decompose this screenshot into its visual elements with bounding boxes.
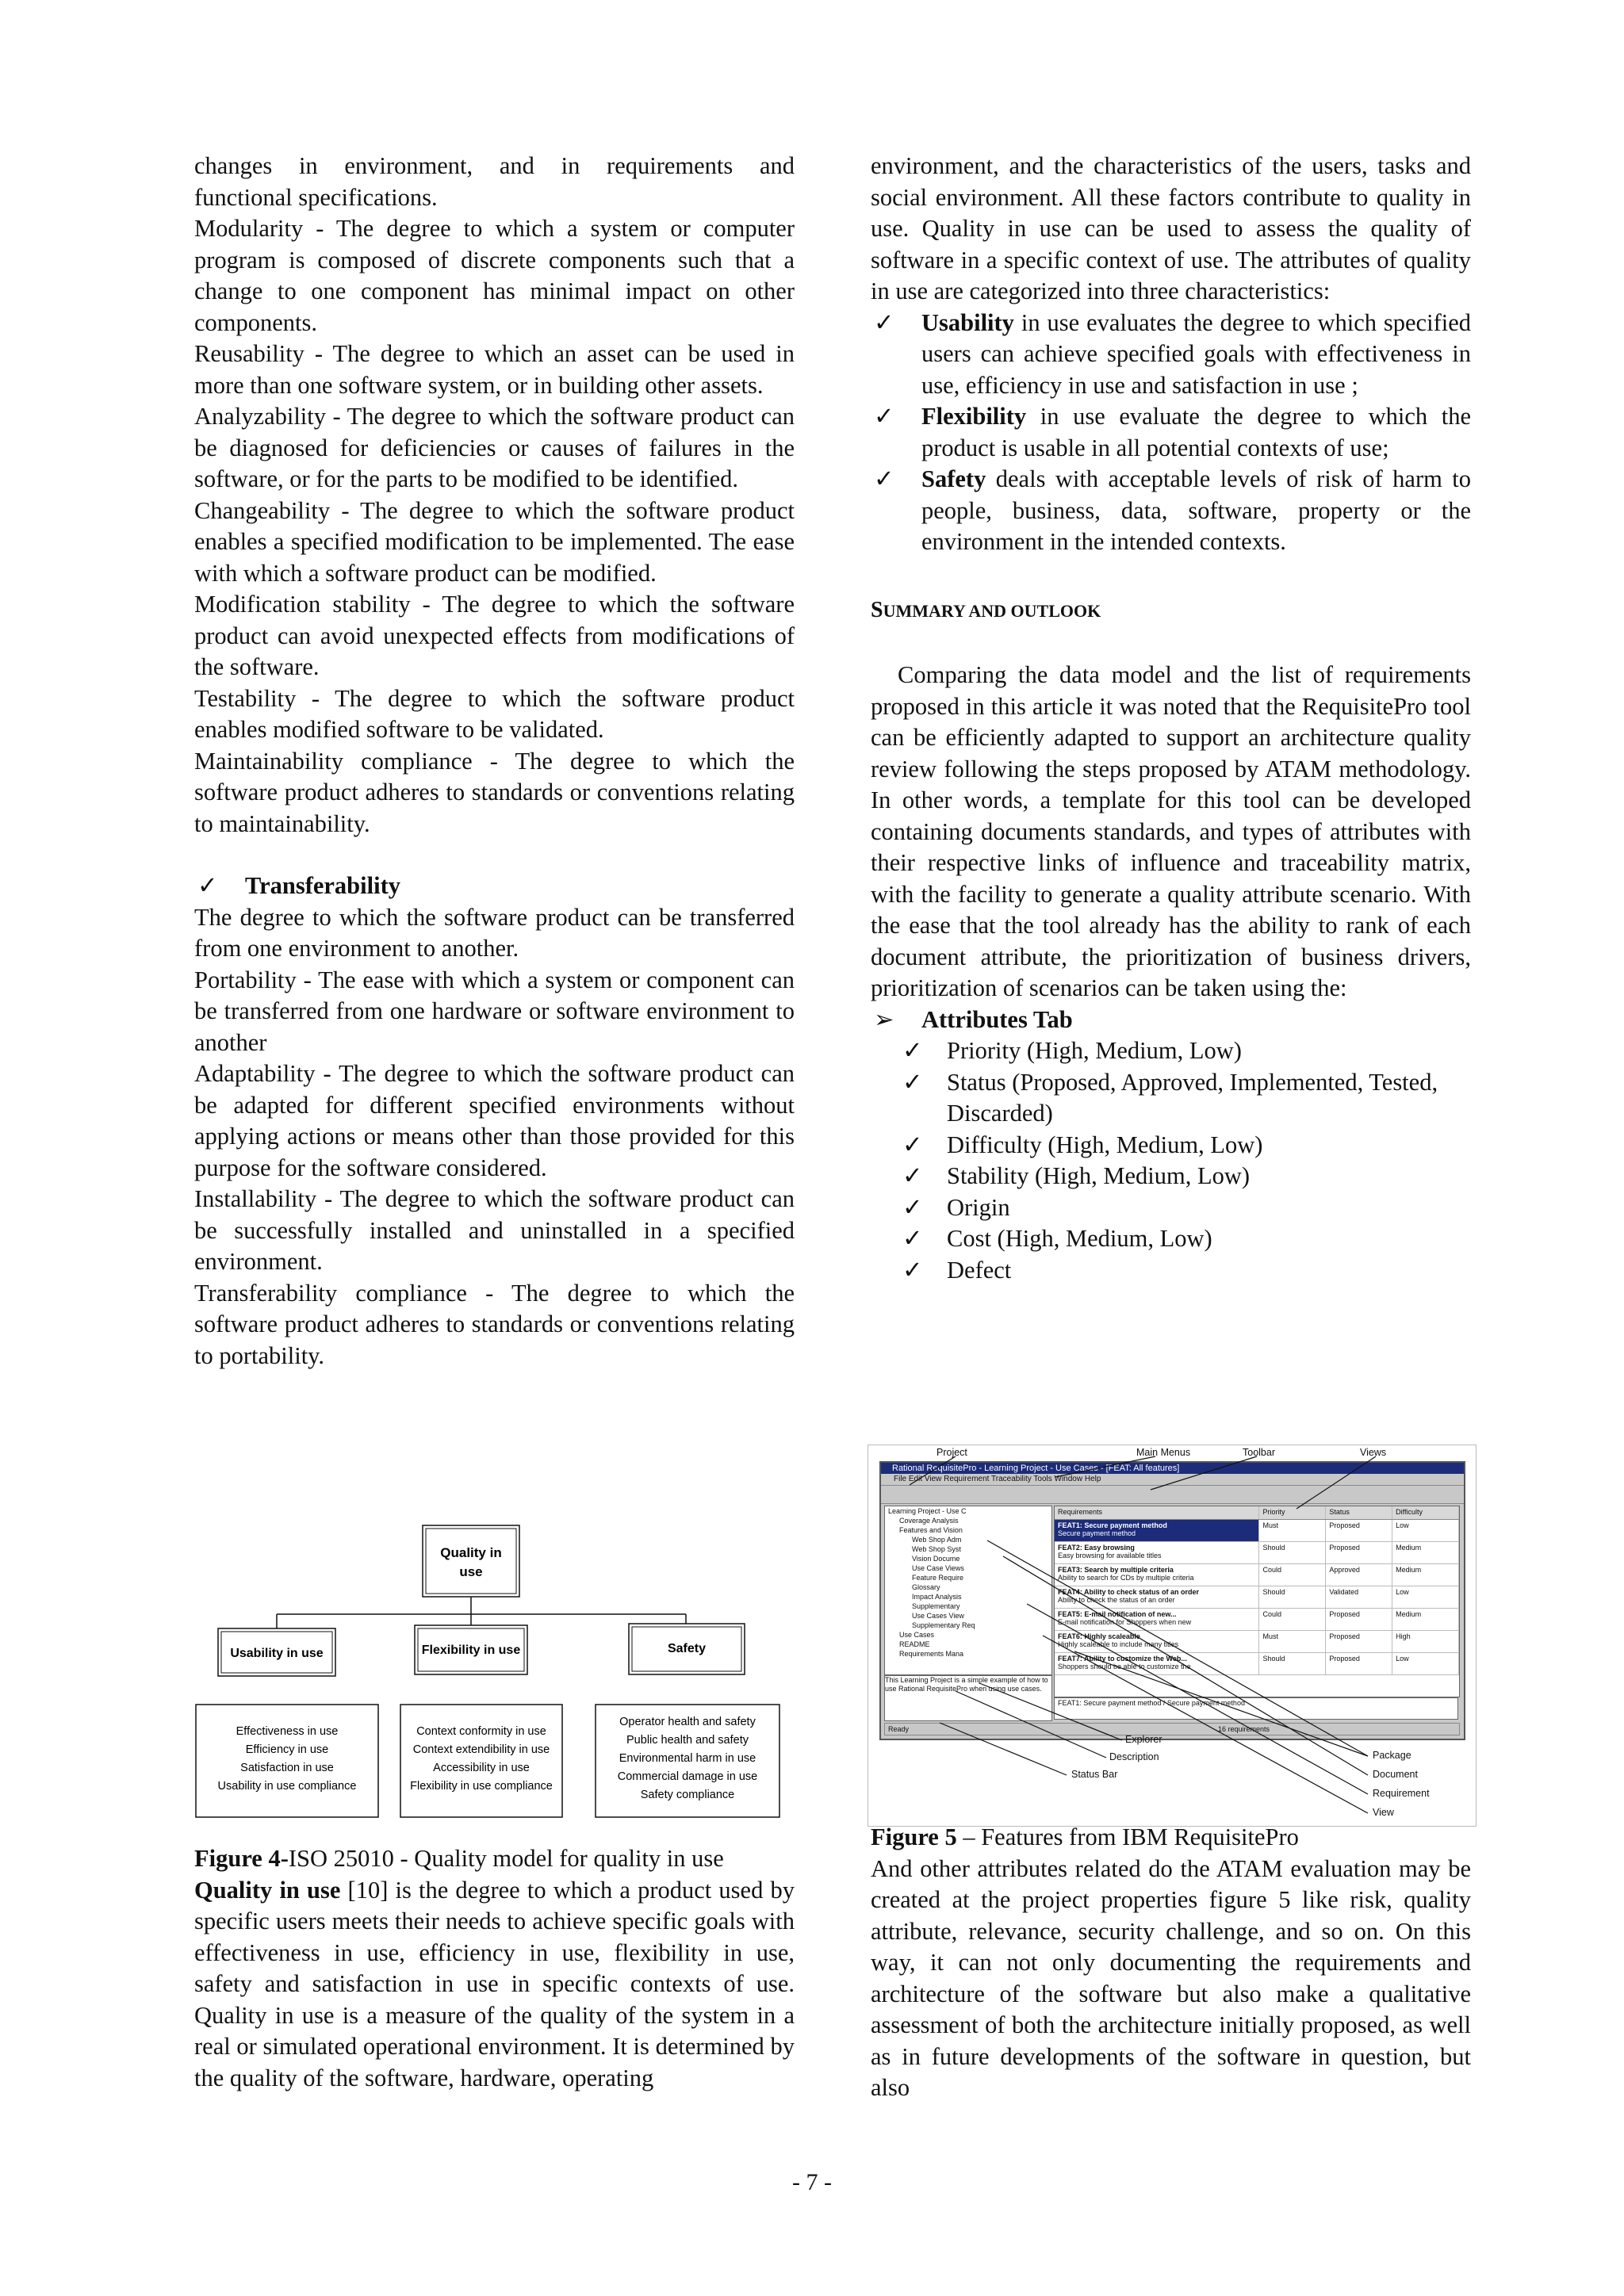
grid-cell-requirement: FEAT6: Highly scaleable Highly scaleable to include many titles xyxy=(1055,1631,1259,1652)
attribute-item: ✓ Priority (High, Medium, Low) xyxy=(871,1035,1471,1067)
check-icon: ✓ xyxy=(902,1131,923,1158)
para-intro: environment, and the characteristics of the users, tasks and social environment. All these factors contribute to quality in use. Quality in use can be used to assess the quality of software in a specific context of use. The attributes of quality in use are categorized into three characteristics: xyxy=(871,152,1471,304)
attribute-item: ✓ Origin xyxy=(871,1192,1471,1224)
check-icon: ✓ xyxy=(197,872,218,899)
para-continuation: changes in environment, and in requirements and xyxy=(194,152,795,179)
grid-cell-difficulty: Low xyxy=(1392,1520,1459,1541)
bullet-usability: ✓ Usability in use evaluates the degree to which specified users can achieve specified goals with effectiveness in use, efficiency in use and satisfaction in use ; xyxy=(874,308,1471,399)
grid-cell-priority: Should xyxy=(1259,1586,1326,1608)
left-column-bottom xyxy=(194,1843,795,2094)
grid-cell-difficulty: Low xyxy=(1392,1653,1459,1674)
grid-cell-status: Validated xyxy=(1326,1586,1392,1608)
para-modularity: Modularity - The degree to which a system or computer program is composed of discrete components such that a change to one component has minimal impact on other components. xyxy=(194,215,795,336)
fig4-item: Effectiveness in use xyxy=(236,1725,339,1738)
check-icon: ✓ xyxy=(874,403,894,430)
tree-item[interactable]: Vision Docume xyxy=(912,1555,960,1563)
check-icon: ✓ xyxy=(902,1162,923,1189)
tree-item[interactable]: Use Case Views xyxy=(912,1564,964,1572)
attributes-list xyxy=(871,1035,1471,1286)
right-column xyxy=(871,151,1471,1286)
tree-item[interactable]: Glossary xyxy=(912,1583,940,1591)
grid-cell-requirement: FEAT2: Easy browsing Easy browsing for available titles xyxy=(1055,1542,1259,1563)
fig4-item: Environmental harm in use xyxy=(619,1752,756,1765)
grid-cell-priority: Must xyxy=(1259,1631,1326,1652)
check-icon: ✓ xyxy=(902,1068,923,1096)
para-closing: And other attributes related do the ATAM evaluation may be created at the project properties figure 5 like risk, quality attribute, relevance, security challenge, and so on. On this way, it can not only documenting the requirements and architecture of the software but also make a qualitative assessment of both the architecture initially proposed, as well as in future developments of the software in question, but also xyxy=(871,1854,1471,2101)
explorer-description: This Learning Project is a simple example of how to use Rational RequisitePro when using use cases. xyxy=(884,1675,1052,1721)
check-icon: ✓ xyxy=(874,308,894,336)
para-modification-stability: Modification stability - The degree to which the software product can avoid unexpected effects from modifications of the software. xyxy=(194,591,795,680)
fig4-item: Commercial damage in use xyxy=(617,1770,758,1783)
tree-item[interactable]: Web Shop Adm xyxy=(912,1536,962,1544)
para-transferability-compliance: Transferability compliance - The degree to which the software product adheres to standards or conventions relating to portability. xyxy=(194,1279,795,1369)
requirement-description: FEAT1: Secure payment method / Secure payment method xyxy=(1054,1697,1458,1720)
para-installability: Installability - The degree to which the software product can be successfully installed and uninstalled in a specified environment. xyxy=(194,1185,795,1275)
check-icon: ✓ xyxy=(902,1037,923,1064)
tree-item[interactable]: Impact Analysis xyxy=(912,1593,962,1601)
grid-cell-priority: Could xyxy=(1259,1609,1326,1630)
check-icon: ✓ xyxy=(902,1225,923,1252)
para-portability: Portability - The ease with which a system or component can be transferred from one hardware or software environment to another xyxy=(194,966,795,1056)
para-quality-in-use: Quality in use [10] is the degree to which a product used by specific users meets their needs to achieve specific goals with effectiveness in use, efficiency in use, flexibility in use, safety and satisfaction in use in specific contexts of use. Quality in use is a measure of the quality of the system in a real or simulated operational environment. It is determined by the quality of the software, hardware, operating xyxy=(194,1876,795,2091)
window-menubar: File Edit View Requirement Traceability Tools Window Help xyxy=(894,1475,1101,1483)
grid-cell-status: Proposed xyxy=(1326,1609,1392,1630)
tree-item[interactable]: Requirements Mana xyxy=(899,1650,964,1658)
grid-cell-requirement: FEAT7: Ability to customize the Web... Shoppers should be able to customize the xyxy=(1055,1653,1259,1674)
section-heading: SUMMARY AND OUTLOOK xyxy=(871,597,1101,622)
arrow-bullet-icon: ➢ xyxy=(874,1005,894,1033)
fig4-root-line2: use xyxy=(459,1564,483,1579)
attribute-item: ✓ Defect xyxy=(871,1255,1471,1287)
window-title: Rational RequisitePro - Learning Project - Use Cases - [FEAT: All features] xyxy=(881,1463,1464,1474)
grid-cell-status: Proposed xyxy=(1326,1542,1392,1563)
tree-item[interactable]: README xyxy=(899,1640,930,1648)
attribute-item: ✓ Cost (High, Medium, Low) xyxy=(871,1223,1471,1255)
fig4-item: Accessibility in use xyxy=(433,1762,530,1774)
bullet-flexibility: ✓ Flexibility in use evaluate the degree to which the product is usable in all potential contexts of use; xyxy=(874,403,1471,461)
fig5-label-status-bar: Status Bar xyxy=(1071,1769,1118,1780)
figure4-diagram xyxy=(194,1522,781,1823)
fig4-branch-flexibility: Flexibility in use xyxy=(421,1644,521,1657)
para-adaptability: Adaptability - The degree to which the software product can be adapted for different specified environments without applying actions or means other than those provided for this purpose for the software considered. xyxy=(194,1060,795,1181)
grid-cell-difficulty: Medium xyxy=(1392,1609,1459,1630)
tree-item[interactable]: Feature Require xyxy=(912,1574,964,1582)
transferability-heading: ✓ Transferability xyxy=(194,871,795,902)
grid-cell-requirement: FEAT5: E-mail notification of new... E-mail notification for Shoppers when new xyxy=(1055,1609,1259,1630)
grid-cell-status: Proposed xyxy=(1326,1653,1392,1674)
grid-cell-status: Approved xyxy=(1326,1564,1392,1586)
fig5-label-description: Description xyxy=(1109,1751,1159,1762)
fig4-item: Flexibility in use compliance xyxy=(410,1780,553,1793)
attributes-tab-heading: ➢ Attributes Tab xyxy=(871,1004,1471,1036)
para-analyzability: Analyzability - The degree to which the software product can be diagnosed for deficiencies or causes of failures in the software, or for the parts to be modified to be identified. xyxy=(194,403,795,492)
fig5-label-main-menus: Main Menus xyxy=(1136,1447,1191,1458)
para-continuation-end: functional specifications. xyxy=(194,183,438,211)
status-bar: Ready 16 requirements xyxy=(884,1723,1460,1735)
fig4-item: Public health and safety xyxy=(626,1734,749,1747)
para-maintainability-compliance: Maintainability compliance - The degree to which the software product adheres to standards or conventions relating to maintainability. xyxy=(194,747,795,837)
grid-cell-requirement: FEAT3: Search by multiple criteria Ability to search for CDs by multiple criteria xyxy=(1055,1564,1259,1586)
check-icon: ✓ xyxy=(874,465,894,492)
tree-item[interactable]: Coverage Analysis xyxy=(899,1517,959,1525)
grid-cell-status: Proposed xyxy=(1326,1631,1392,1652)
fig4-item: Safety compliance xyxy=(640,1789,735,1801)
grid-cell-requirement: FEAT1: Secure payment method Secure payment method xyxy=(1055,1520,1259,1541)
attribute-item: ✓ Status (Proposed, Approved, Implemented, Tested, Discarded) xyxy=(902,1068,1438,1127)
grid-cell-priority: Must xyxy=(1259,1520,1326,1541)
figure4-caption: Figure 4-ISO 25010 - Quality model for quality in use xyxy=(194,1845,724,1872)
tree-item[interactable]: Use Cases xyxy=(899,1631,935,1639)
fig5-label-project: Project xyxy=(936,1447,967,1458)
grid-cell-priority: Should xyxy=(1259,1653,1326,1674)
fig5-label-view: View xyxy=(1373,1807,1394,1818)
page-number: - 7 - xyxy=(792,2169,832,2195)
fig4-item: Context conformity in use xyxy=(416,1725,546,1738)
attribute-item: ✓ Stability (High, Medium, Low) xyxy=(871,1161,1471,1192)
para-testability: Testability - The degree to which the software product enables modified software to be validated. xyxy=(194,684,795,743)
fig4-root-line1: Quality in xyxy=(440,1545,502,1560)
fig5-label-views: Views xyxy=(1360,1447,1387,1458)
grid-cell-priority: Could xyxy=(1259,1564,1326,1586)
para-transferability: The degree to which the software product can be transferred from one environment to another. xyxy=(194,903,795,962)
tree-item[interactable]: Supplementary Req xyxy=(912,1621,975,1629)
grid-cell-difficulty: Medium xyxy=(1392,1542,1459,1563)
fig5-label-document: Document xyxy=(1373,1769,1418,1780)
fig4-branch-safety: Safety xyxy=(667,1642,707,1655)
grid-cell-difficulty: Low xyxy=(1392,1586,1459,1608)
para-reusability: Reusability - The degree to which an asset can be used in more than one software system, or in building other assets. xyxy=(194,340,795,399)
fig4-branch-usability: Usability in use xyxy=(230,1647,324,1660)
grid-header: Requirements Priority Status Difficulty xyxy=(1055,1506,1459,1520)
fig4-item: Satisfaction in use xyxy=(240,1762,334,1774)
tree-item[interactable]: Web Shop Syst xyxy=(912,1545,961,1553)
fig5-label-requirement: Requirement xyxy=(1373,1788,1430,1799)
grid-cell-priority: Should xyxy=(1259,1542,1326,1563)
para-summary: Comparing the data model and the list of requirements proposed in this article it was noted that the RequisitePro tool can be efficiently adapted to support an architecture quality review following the steps proposed by ATAM methodology. In other words, a template for this tool can be developed containing documents standards, and types of attributes with their respective links of influence and traceability matrix, with the facility to generate a quality attribute scenario. With the ease that the tool already has the ability to rank of each document attribute, the prioritization of business drivers, prioritization of scenarios can be taken using the: xyxy=(871,661,1471,1001)
fig5-label-toolbar: Toolbar xyxy=(1243,1447,1275,1458)
check-icon: ✓ xyxy=(902,1193,923,1221)
figure5-screenshot xyxy=(868,1445,1477,1827)
figure5-caption: Figure 5 – Features from IBM RequisitePro xyxy=(871,1823,1299,1850)
grid-cell-difficulty: High xyxy=(1392,1631,1459,1652)
fig5-label-package: Package xyxy=(1373,1750,1411,1761)
left-column xyxy=(194,151,795,1372)
bullet-safety: ✓ Safety deals with acceptable levels of risk of harm to people, business, data, software, property or the environment in the intended contexts. xyxy=(874,465,1471,555)
tree-item[interactable]: Learning Project - Use C xyxy=(888,1507,967,1515)
right-column-bottom xyxy=(871,1822,1471,2104)
grid-cell-requirement: FEAT4: Ability to check status of an order Ability to check the status of an order xyxy=(1055,1586,1259,1608)
check-icon: ✓ xyxy=(902,1256,923,1284)
fig4-item: Usability in use compliance xyxy=(217,1780,357,1793)
para-changeability: Changeability - The degree to which the software product enables a specified modification to be implemented. The ease with which a software product can be modified. xyxy=(194,496,795,587)
tree-item[interactable]: Features and Vision xyxy=(899,1526,963,1534)
attribute-item: ✓ Difficulty (High, Medium, Low) xyxy=(871,1130,1471,1161)
grid-cell-status: Proposed xyxy=(1326,1520,1392,1541)
fig4-item: Efficiency in use xyxy=(245,1743,329,1756)
fig4-item: Operator health and safety xyxy=(619,1716,756,1728)
fig4-item: Context extendibility in use xyxy=(412,1743,550,1756)
tree-item[interactable]: Supplementary xyxy=(912,1602,960,1610)
grid-cell-difficulty: Medium xyxy=(1392,1564,1459,1586)
tree-item[interactable]: Use Cases View xyxy=(912,1612,964,1620)
fig5-label-explorer: Explorer xyxy=(1125,1734,1162,1745)
